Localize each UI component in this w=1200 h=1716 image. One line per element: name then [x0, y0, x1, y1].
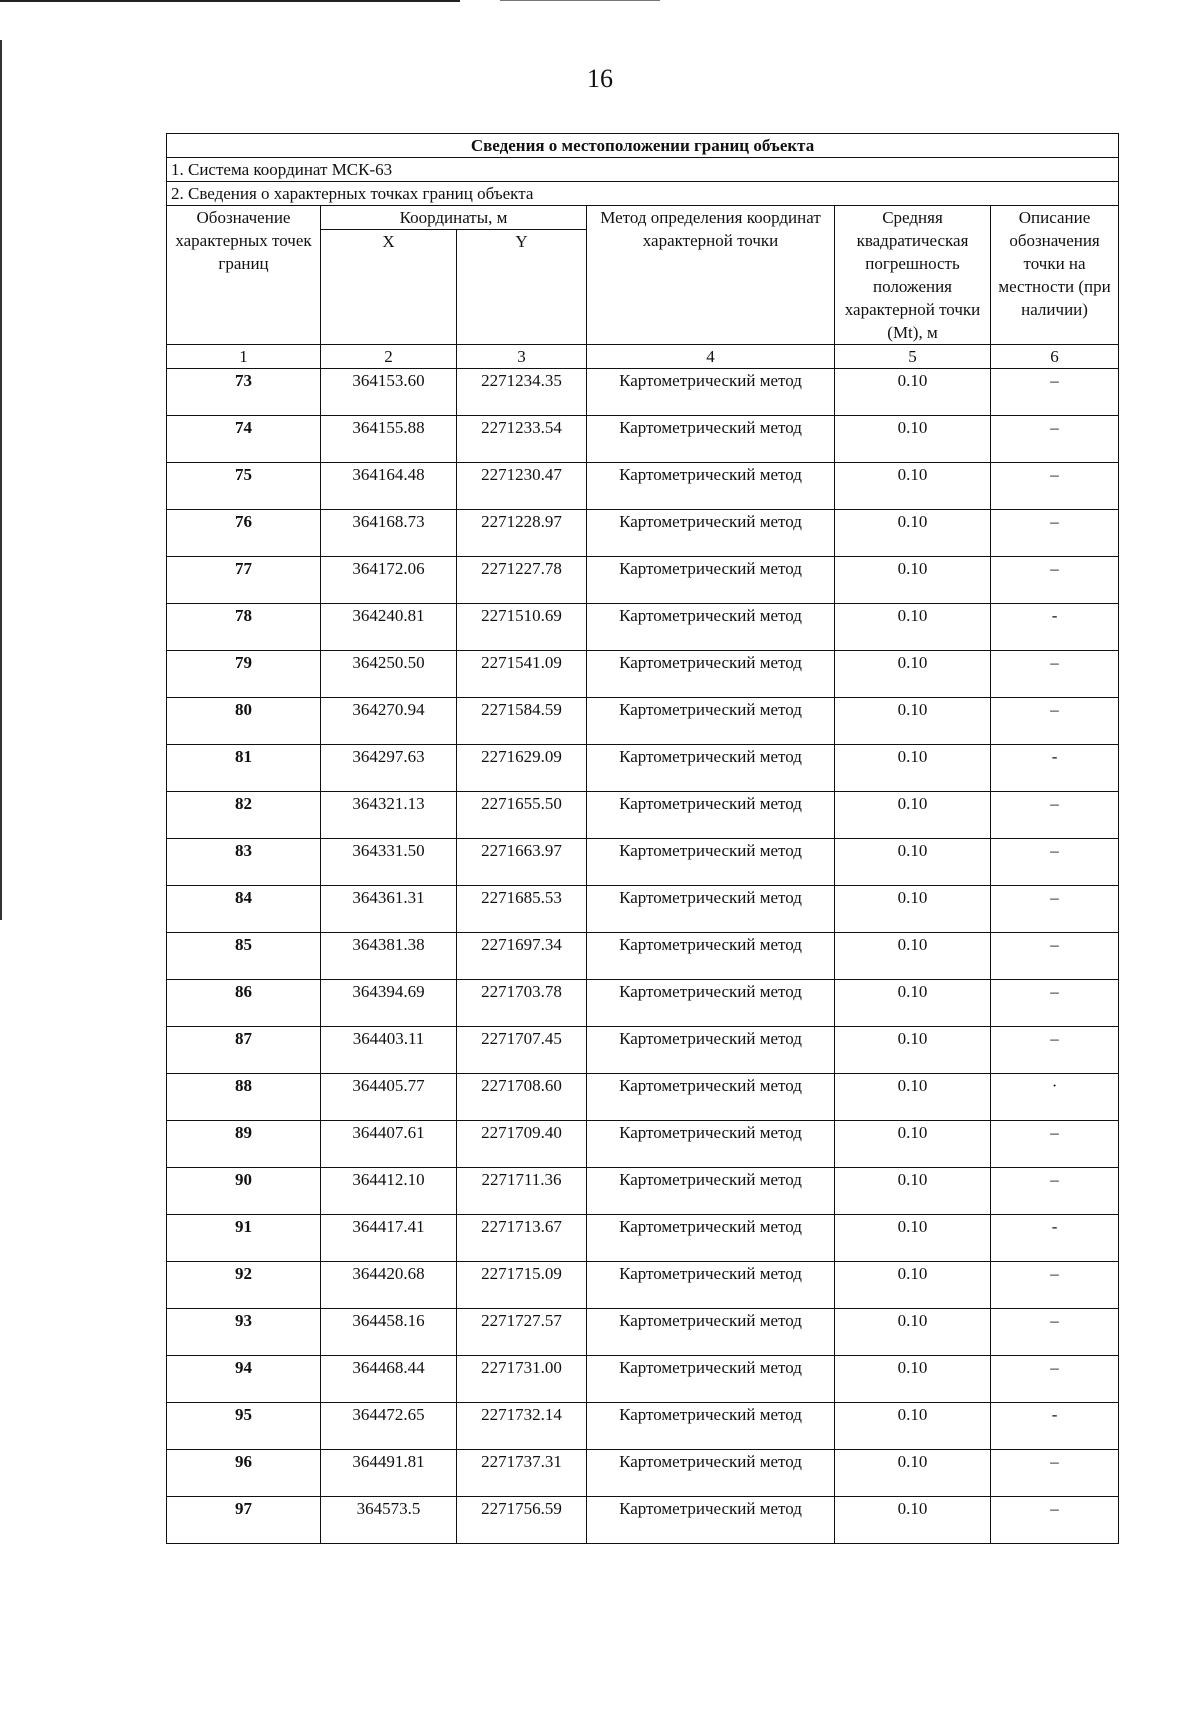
mean-square-error-cell: 0.10 — [835, 369, 991, 416]
point-designation-cell: 75 — [167, 463, 321, 510]
y-coordinate-cell: 2271713.67 — [457, 1215, 587, 1262]
method-cell: Картометрический метод — [587, 604, 835, 651]
table-row — [167, 1497, 1119, 1544]
table-row — [167, 1356, 1119, 1403]
table-row — [167, 463, 1119, 510]
x-coordinate-cell: 364491.81 — [321, 1450, 457, 1497]
method-cell: Картометрический метод — [587, 1450, 835, 1497]
y-coordinate-cell: 2271233.54 — [457, 416, 587, 463]
point-designation-cell: 96 — [167, 1450, 321, 1497]
x-coordinate-cell: 364407.61 — [321, 1121, 457, 1168]
point-designation-cell: 78 — [167, 604, 321, 651]
x-coordinate-cell: 364164.48 — [321, 463, 457, 510]
x-coordinate-cell: 364240.81 — [321, 604, 457, 651]
table-row — [167, 369, 1119, 416]
x-coordinate-cell: 364412.10 — [321, 1168, 457, 1215]
table-row — [167, 557, 1119, 604]
characteristic-points-row: 2. Сведения о характерных точках границ объекта — [167, 182, 1119, 206]
point-designation-cell: 76 — [167, 510, 321, 557]
point-description-cell: – — [991, 510, 1119, 557]
point-description-cell: – — [991, 839, 1119, 886]
point-designation-cell: 88 — [167, 1074, 321, 1121]
point-description-cell: – — [991, 1262, 1119, 1309]
mean-square-error-cell: 0.10 — [835, 1027, 991, 1074]
point-description-cell: – — [991, 980, 1119, 1027]
column-number-1: 1 — [167, 345, 321, 369]
mean-square-error-cell: 0.10 — [835, 1074, 991, 1121]
x-coordinate-cell: 364468.44 — [321, 1356, 457, 1403]
mean-square-error-cell: 0.10 — [835, 463, 991, 510]
point-designation-cell: 94 — [167, 1356, 321, 1403]
y-coordinate-cell: 2271731.00 — [457, 1356, 587, 1403]
method-cell: Картометрический метод — [587, 416, 835, 463]
point-designation-cell: 77 — [167, 557, 321, 604]
method-cell: Картометрический метод — [587, 510, 835, 557]
y-coordinate-cell: 2271711.36 — [457, 1168, 587, 1215]
point-designation-cell: 84 — [167, 886, 321, 933]
column-number-4: 4 — [587, 345, 835, 369]
mean-square-error-cell: 0.10 — [835, 1215, 991, 1262]
table-row — [167, 1309, 1119, 1356]
mean-square-error-cell: 0.10 — [835, 604, 991, 651]
mean-square-error-cell: 0.10 — [835, 698, 991, 745]
point-description-cell: - — [991, 604, 1119, 651]
y-coordinate-cell: 2271228.97 — [457, 510, 587, 557]
x-coordinate-cell: 364394.69 — [321, 980, 457, 1027]
x-coordinate-cell: 364472.65 — [321, 1403, 457, 1450]
table-title: Сведения о местоположении границ объекта — [167, 134, 1119, 158]
point-description-cell: – — [991, 463, 1119, 510]
table-row — [167, 510, 1119, 557]
mean-square-error-cell: 0.10 — [835, 1403, 991, 1450]
column-number-3: 3 — [457, 345, 587, 369]
method-cell: Картометрический метод — [587, 1309, 835, 1356]
mean-square-error-cell: 0.10 — [835, 839, 991, 886]
point-designation-cell: 92 — [167, 1262, 321, 1309]
y-coordinate-cell: 2271230.47 — [457, 463, 587, 510]
point-description-cell: - — [991, 745, 1119, 792]
mean-square-error-cell: 0.10 — [835, 1356, 991, 1403]
y-coordinate-cell: 2271584.59 — [457, 698, 587, 745]
y-coordinate-cell: 2271727.57 — [457, 1309, 587, 1356]
point-designation-cell: 97 — [167, 1497, 321, 1544]
method-cell: Картометрический метод — [587, 792, 835, 839]
point-designation-cell: 89 — [167, 1121, 321, 1168]
mean-square-error-cell: 0.10 — [835, 1450, 991, 1497]
y-coordinate-cell: 2271732.14 — [457, 1403, 587, 1450]
method-cell: Картометрический метод — [587, 745, 835, 792]
table-row — [167, 416, 1119, 463]
mean-square-error-cell: 0.10 — [835, 1497, 991, 1544]
point-description-cell: · — [991, 1074, 1119, 1121]
mean-square-error-cell: 0.10 — [835, 510, 991, 557]
x-coordinate-cell: 364168.73 — [321, 510, 457, 557]
column-number-2: 2 — [321, 345, 457, 369]
mean-square-error-cell: 0.10 — [835, 1262, 991, 1309]
mean-square-error-cell: 0.10 — [835, 933, 991, 980]
method-cell: Картометрический метод — [587, 369, 835, 416]
x-coordinate-cell: 364405.77 — [321, 1074, 457, 1121]
y-coordinate-cell: 2271703.78 — [457, 980, 587, 1027]
x-coordinate-cell: 364381.38 — [321, 933, 457, 980]
point-designation-cell: 83 — [167, 839, 321, 886]
mean-square-error-cell: 0.10 — [835, 557, 991, 604]
point-designation-cell: 95 — [167, 1403, 321, 1450]
y-coordinate-cell: 2271629.09 — [457, 745, 587, 792]
page-number: 16 — [587, 64, 613, 93]
method-cell: Картометрический метод — [587, 698, 835, 745]
y-coordinate-cell: 2271541.09 — [457, 651, 587, 698]
x-coordinate-cell: 364172.06 — [321, 557, 457, 604]
mean-square-error-cell: 0.10 — [835, 886, 991, 933]
method-cell: Картометрический метод — [587, 1121, 835, 1168]
method-cell: Картометрический метод — [587, 1497, 835, 1544]
y-coordinate-cell: 2271737.31 — [457, 1450, 587, 1497]
mean-square-error-cell: 0.10 — [835, 792, 991, 839]
point-designation-cell: 91 — [167, 1215, 321, 1262]
header-point-description: Описание обозначения точки на местности (при наличии) — [991, 206, 1119, 345]
y-coordinate-cell: 2271234.35 — [457, 369, 587, 416]
point-designation-cell: 87 — [167, 1027, 321, 1074]
method-cell: Картометрический метод — [587, 1262, 835, 1309]
point-description-cell: – — [991, 557, 1119, 604]
column-number-6: 6 — [991, 345, 1119, 369]
table-row — [167, 604, 1119, 651]
point-designation-cell: 80 — [167, 698, 321, 745]
scan-border-left — [0, 40, 2, 920]
table-row — [167, 1403, 1119, 1450]
mean-square-error-cell: 0.10 — [835, 980, 991, 1027]
scan-border-top-fragment — [500, 0, 660, 1]
point-designation-cell: 73 — [167, 369, 321, 416]
header-coordinates: Координаты, м — [321, 206, 587, 230]
point-description-cell: – — [991, 1168, 1119, 1215]
point-designation-cell: 86 — [167, 980, 321, 1027]
point-designation-cell: 82 — [167, 792, 321, 839]
x-coordinate-cell: 364420.68 — [321, 1262, 457, 1309]
mean-square-error-cell: 0.10 — [835, 651, 991, 698]
table-row — [167, 1121, 1119, 1168]
method-cell: Картометрический метод — [587, 1027, 835, 1074]
y-coordinate-cell: 2271707.45 — [457, 1027, 587, 1074]
header-y: Y — [457, 230, 587, 345]
table-row — [167, 651, 1119, 698]
table-row — [167, 886, 1119, 933]
method-cell: Картометрический метод — [587, 463, 835, 510]
table-row — [167, 1450, 1119, 1497]
x-coordinate-cell: 364331.50 — [321, 839, 457, 886]
point-description-cell: – — [991, 1356, 1119, 1403]
point-description-cell: – — [991, 1121, 1119, 1168]
method-cell: Картометрический метод — [587, 1168, 835, 1215]
x-coordinate-cell: 364297.63 — [321, 745, 457, 792]
y-coordinate-cell: 2271663.97 — [457, 839, 587, 886]
point-description-cell: – — [991, 886, 1119, 933]
x-coordinate-cell: 364403.11 — [321, 1027, 457, 1074]
point-description-cell: – — [991, 369, 1119, 416]
x-coordinate-cell: 364270.94 — [321, 698, 457, 745]
mean-square-error-cell: 0.10 — [835, 745, 991, 792]
x-coordinate-cell: 364573.5 — [321, 1497, 457, 1544]
table-row — [167, 698, 1119, 745]
point-description-cell: – — [991, 1027, 1119, 1074]
method-cell: Картометрический метод — [587, 1074, 835, 1121]
point-designation-cell: 90 — [167, 1168, 321, 1215]
y-coordinate-cell: 2271715.09 — [457, 1262, 587, 1309]
mean-square-error-cell: 0.10 — [835, 1309, 991, 1356]
table-row — [167, 839, 1119, 886]
header-point-designation: Обозначение характерных точек границ — [167, 206, 321, 345]
mean-square-error-cell: 0.10 — [835, 1168, 991, 1215]
point-designation-cell: 81 — [167, 745, 321, 792]
method-cell: Картометрический метод — [587, 839, 835, 886]
coordinate-system-row: 1. Система координат МСК-63 — [167, 158, 1119, 182]
method-cell: Картометрический метод — [587, 886, 835, 933]
scan-border-top — [0, 0, 460, 2]
point-description-cell: – — [991, 792, 1119, 839]
point-designation-cell: 79 — [167, 651, 321, 698]
x-coordinate-cell: 364458.16 — [321, 1309, 457, 1356]
point-description-cell: – — [991, 1497, 1119, 1544]
point-description-cell: – — [991, 1309, 1119, 1356]
table-row — [167, 1168, 1119, 1215]
x-coordinate-cell: 364153.60 — [321, 369, 457, 416]
method-cell: Картометрический метод — [587, 933, 835, 980]
method-cell: Картометрический метод — [587, 1356, 835, 1403]
point-designation-cell: 74 — [167, 416, 321, 463]
y-coordinate-cell: 2271756.59 — [457, 1497, 587, 1544]
point-description-cell: - — [991, 1215, 1119, 1262]
table-row — [167, 933, 1119, 980]
header-x: X — [321, 230, 457, 345]
y-coordinate-cell: 2271510.69 — [457, 604, 587, 651]
point-description-cell: – — [991, 651, 1119, 698]
table-row — [167, 1262, 1119, 1309]
table-row — [167, 745, 1119, 792]
mean-square-error-cell: 0.10 — [835, 416, 991, 463]
header-mean-square-error: Средняя квадратическая погрешность положения характерной точки (Mt), м — [835, 206, 991, 345]
point-description-cell: – — [991, 698, 1119, 745]
y-coordinate-cell: 2271685.53 — [457, 886, 587, 933]
table-row — [167, 980, 1119, 1027]
method-cell: Картометрический метод — [587, 1215, 835, 1262]
table-row — [167, 792, 1119, 839]
method-cell: Картометрический метод — [587, 651, 835, 698]
y-coordinate-cell: 2271709.40 — [457, 1121, 587, 1168]
method-cell: Картометрический метод — [587, 980, 835, 1027]
boundary-points-table — [166, 133, 1119, 1544]
method-cell: Картометрический метод — [587, 557, 835, 604]
x-coordinate-cell: 364361.31 — [321, 886, 457, 933]
y-coordinate-cell: 2271708.60 — [457, 1074, 587, 1121]
mean-square-error-cell: 0.10 — [835, 1121, 991, 1168]
method-cell: Картометрический метод — [587, 1403, 835, 1450]
y-coordinate-cell: 2271655.50 — [457, 792, 587, 839]
point-designation-cell: 85 — [167, 933, 321, 980]
column-number-5: 5 — [835, 345, 991, 369]
point-designation-cell: 93 — [167, 1309, 321, 1356]
header-method: Метод определения координат характерной точки — [587, 206, 835, 345]
y-coordinate-cell: 2271697.34 — [457, 933, 587, 980]
table-row — [167, 1027, 1119, 1074]
table-row — [167, 1074, 1119, 1121]
point-description-cell: – — [991, 933, 1119, 980]
table-row — [167, 1215, 1119, 1262]
x-coordinate-cell: 364321.13 — [321, 792, 457, 839]
point-description-cell: - — [991, 1403, 1119, 1450]
x-coordinate-cell: 364155.88 — [321, 416, 457, 463]
point-description-cell: – — [991, 416, 1119, 463]
x-coordinate-cell: 364250.50 — [321, 651, 457, 698]
x-coordinate-cell: 364417.41 — [321, 1215, 457, 1262]
y-coordinate-cell: 2271227.78 — [457, 557, 587, 604]
point-description-cell: – — [991, 1450, 1119, 1497]
